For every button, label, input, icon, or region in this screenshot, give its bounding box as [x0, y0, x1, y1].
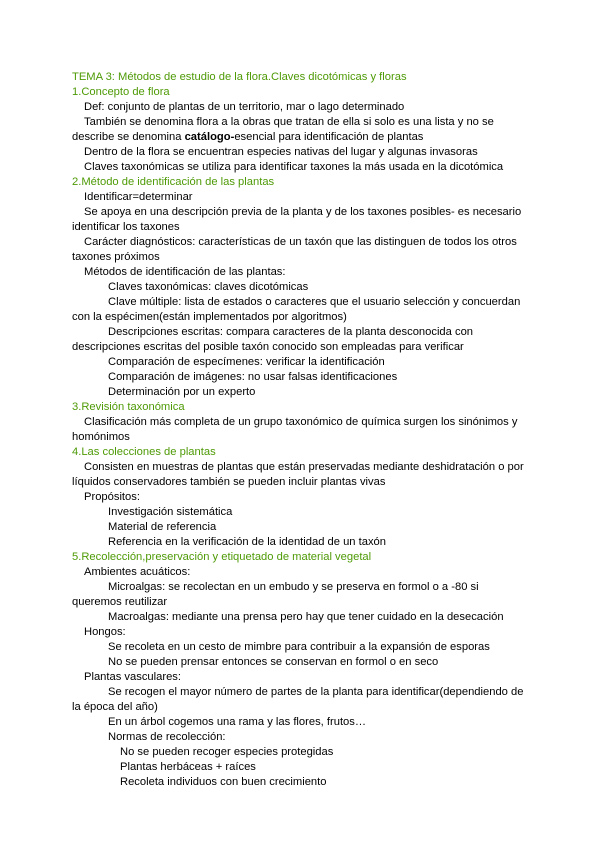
- section-heading-concepto-flora: 1.Concepto de flora: [72, 86, 170, 98]
- list-item-microalgas: Microalgas: se recolectan en un embudo y se preserva en formol o a -80 si queremos reutilizar: [72, 581, 479, 608]
- list-heading-metodos: Métodos de identificación de las plantas:: [84, 266, 286, 278]
- document-body: [72, 70, 527, 790]
- list-item-referencia: Referencia en la verificación de la identidad de un taxón: [108, 536, 387, 548]
- paragraph-catalogo: [72, 115, 527, 145]
- section-heading-metodo-identificacion: 2.Método de identificación de las plantas: [72, 176, 275, 188]
- paragraph-identificar: Identificar=determinar: [84, 191, 193, 203]
- list-item-protegidas: No se pueden recoger especies protegidas: [120, 746, 334, 758]
- list-item-comparacion-especimenes: Comparación de especímenes: verificar la identificación: [108, 356, 385, 368]
- list-heading-propositos: Propósitos:: [84, 491, 140, 503]
- paragraph-descripcion-previa: Se apoya en una descripción previa de la planta y de los taxones posibles- es necesario identificar los taxones: [72, 206, 522, 233]
- catalogo-bold-term: catálogo-: [184, 131, 235, 143]
- paragraph-consisten: Consisten en muestras de plantas que están preservadas mediante deshidratación o por líquidos conservadores también se pueden incluir plantas vivas: [72, 461, 524, 488]
- list-heading-ambientes-acuaticos: Ambientes acuáticos:: [84, 566, 191, 578]
- paragraph-claves-taxonomicas: Claves taxonómicas se utiliza para identificar taxones la más usada en la dicotómica: [84, 161, 504, 173]
- list-item-clave-multiple: Clave múltiple: lista de estados o caracteres que el usuario selección y concuerdan con la espécimen(están implementados por algoritmos): [72, 296, 521, 323]
- section-heading-revision-taxonomica: 3.Revisión taxonómica: [72, 401, 185, 413]
- list-item-cesto: Se recoleta en un cesto de mimbre para contribuir a la expansión de esporas: [108, 641, 490, 653]
- list-item-macroalgas: Macroalgas: mediante una prensa pero hay que tener cuidado en la desecación: [108, 611, 504, 623]
- list-item-individuos: Recoleta individuos con buen crecimiento: [120, 776, 327, 788]
- list-item-experto: Determinación por un experto: [108, 386, 256, 398]
- list-heading-normas: Normas de recolección:: [108, 731, 226, 743]
- list-heading-plantas-vasculares: Plantas vasculares:: [84, 671, 182, 683]
- list-item-descripciones-escritas: Descripciones escritas: compara caracteres de la planta desconocida con descripciones escritas del posible taxón conocido son empleadas para verificar: [72, 326, 474, 353]
- list-item-comparacion-imagenes: Comparación de imágenes: no usar falsas identificaciones: [108, 371, 398, 383]
- document-title: TEMA 3: Métodos de estudio de la flora.Claves dicotómicas y floras: [72, 71, 407, 83]
- paragraph-definition: Def: conjunto de plantas de un territorio, mar o lago determinado: [84, 101, 405, 113]
- list-item-no-prensar: No se pueden prensar entonces se conservan en formol o en seco: [108, 656, 439, 668]
- list-item-claves-taxonomicas: Claves taxonómicas: claves dicotómicas: [108, 281, 309, 293]
- paragraph-clasificacion: Clasificación más completa de un grupo taxonómico de química surgen los sinónimos y homónimos: [72, 416, 518, 443]
- section-heading-colecciones: 4.Las colecciones de plantas: [72, 446, 216, 458]
- list-item-investigacion: Investigación sistemática: [108, 506, 233, 518]
- list-item-arbol: En un árbol cogemos una rama y las flores, frutos…: [108, 716, 367, 728]
- list-item-herbaceas: Plantas herbáceas + raíces: [120, 761, 256, 773]
- list-item-material: Material de referencia: [108, 521, 217, 533]
- paragraph-especies-nativas: Dentro de la flora se encuentran especies nativas del lugar y algunas invasoras: [84, 146, 478, 158]
- catalogo-text-start: También se denomina flora a la obras que tratan de ella si solo es una lista y no se describe se denomina: [72, 116, 494, 143]
- paragraph-caracter-diagnostico: Carácter diagnósticos: características de un taxón que las distinguen de todos los otros taxones próximos: [72, 236, 517, 263]
- section-heading-recoleccion: 5.Recolección,preservación y etiquetado de material vegetal: [72, 551, 372, 563]
- list-heading-hongos: Hongos:: [84, 626, 126, 638]
- list-item-recogen: Se recogen el mayor número de partes de la planta para identificar(dependiendo de la época del año): [72, 686, 524, 713]
- catalogo-text-end: esencial para identificación de plantas: [234, 131, 424, 143]
